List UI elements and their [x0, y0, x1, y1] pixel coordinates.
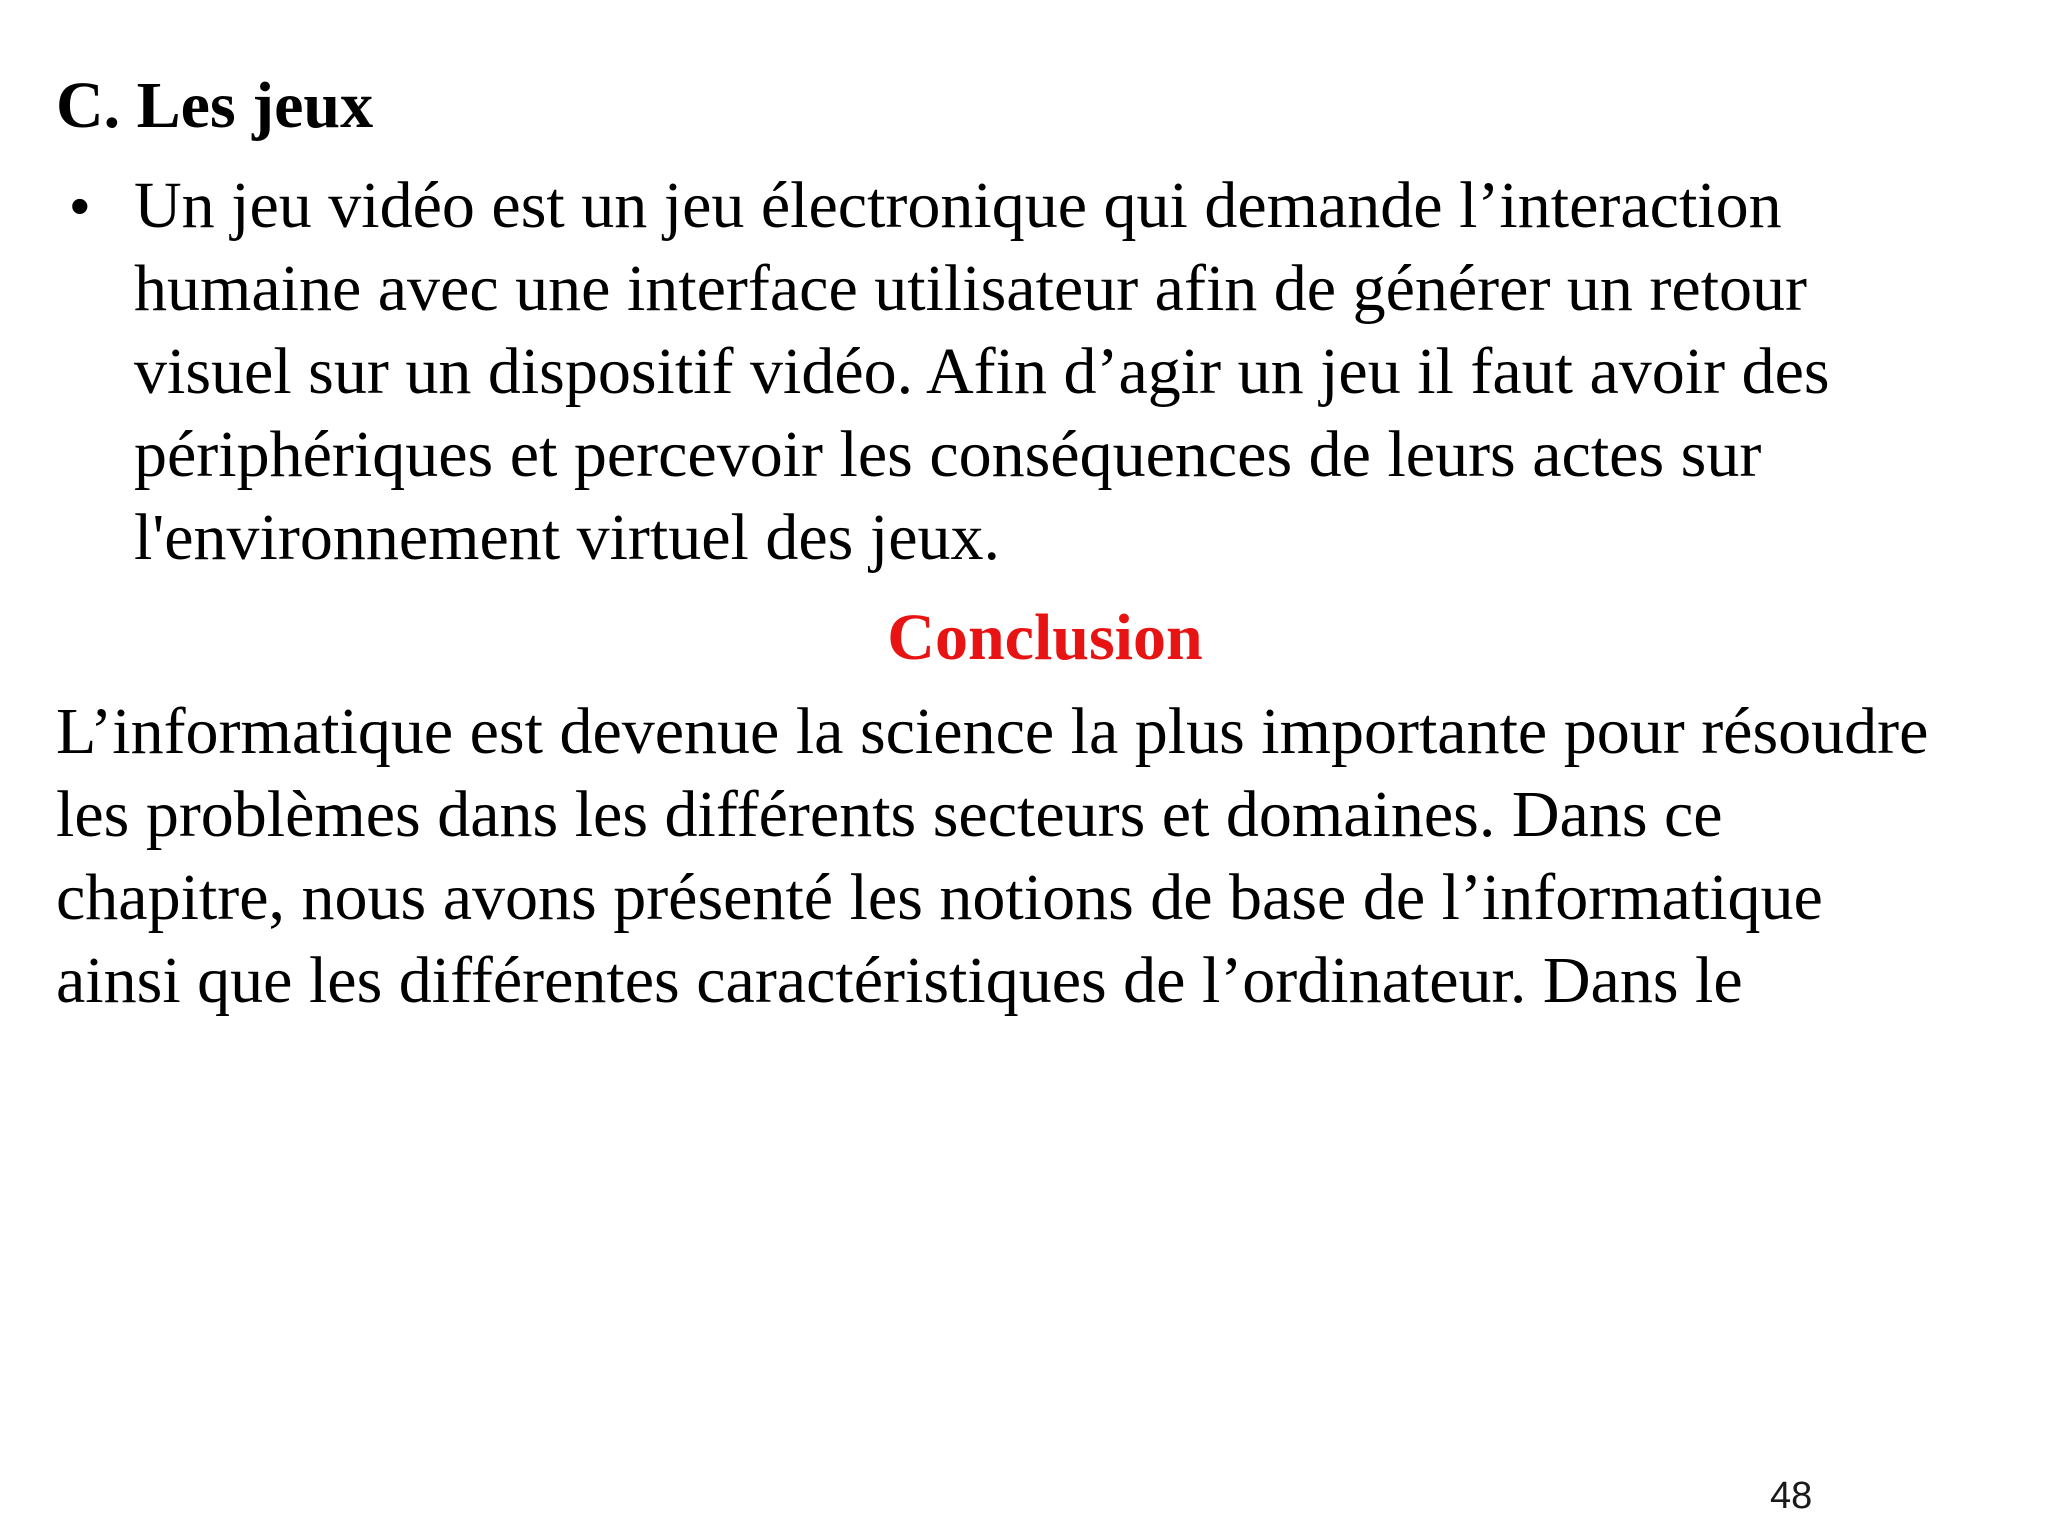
bullet-line: périphériques et percevoir les conséquences de leurs actes sur: [134, 418, 1762, 491]
conclusion-paragraph: [56, 690, 2016, 1022]
bullet-icon: •: [70, 174, 90, 237]
paragraph-line: les problèmes dans les différents secteurs et domaines. Dans ce: [56, 778, 1723, 851]
paragraph-line: L’informatique est devenue la science la plus importante pour résoudre: [56, 695, 1929, 768]
page-number: 48: [1770, 1475, 1813, 1517]
bullet-line: l'environnement virtuel des jeux.: [134, 501, 1000, 574]
paragraph-line: chapitre, nous avons présenté les notions de base de l’informatique: [56, 861, 1823, 934]
section-title: C. Les jeux: [56, 69, 374, 142]
conclusion-title: Conclusion: [887, 601, 1203, 674]
bullet-line: Un jeu vidéo est un jeu électronique qui demande l’interaction: [134, 169, 1782, 242]
bullet-line: humaine avec une interface utilisateur afin de générer un retour: [134, 252, 1808, 325]
bullet-text: [134, 164, 1976, 579]
paragraph-line: ainsi que les différentes caractéristiques de l’ordinateur. Dans le: [56, 944, 1743, 1017]
bullet-line: visuel sur un dispositif vidéo. Afin d’agir un jeu il faut avoir des: [134, 335, 1830, 408]
bullet-item: [56, 164, 1976, 584]
